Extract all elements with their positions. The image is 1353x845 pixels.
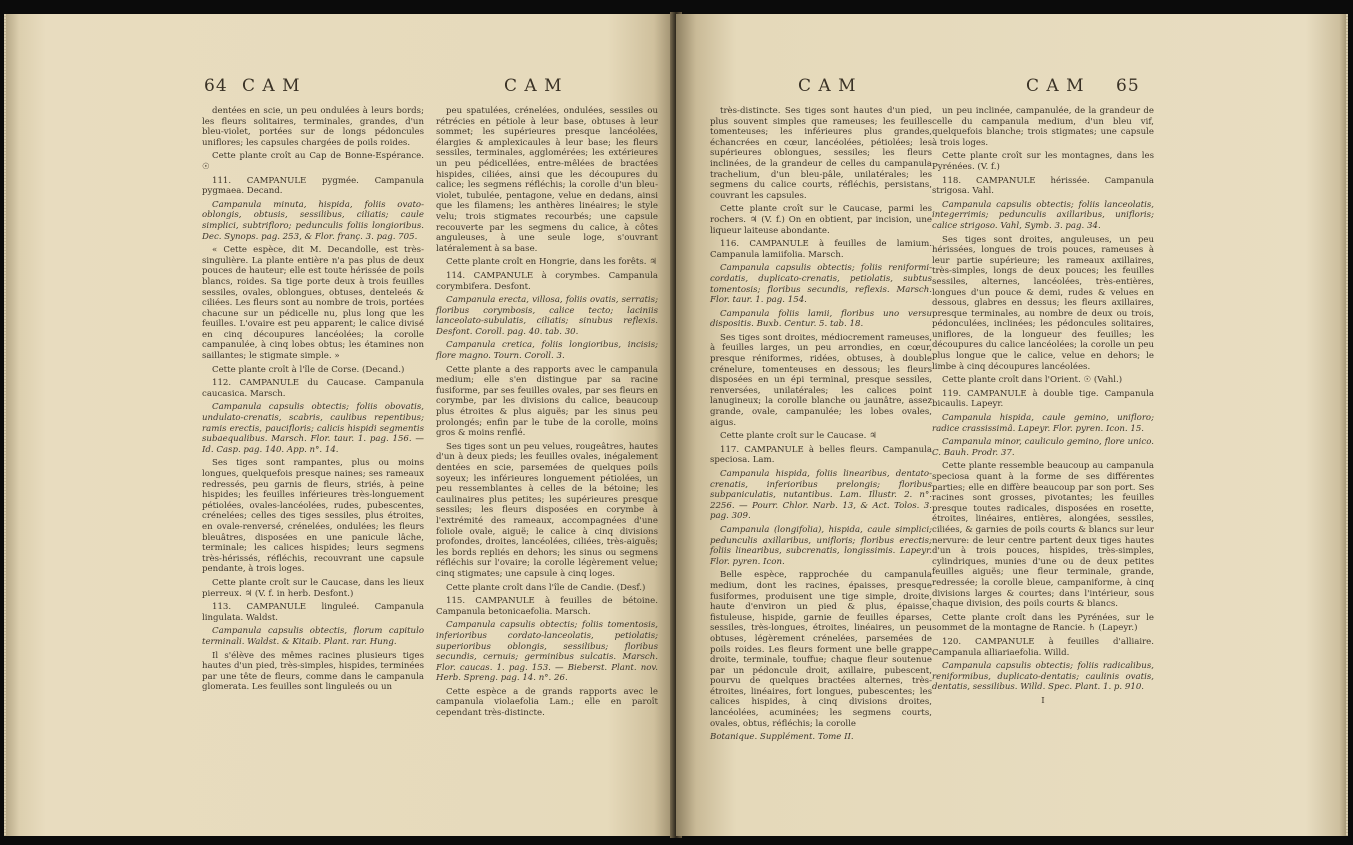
paragraph: Belle espèce, rapprochée du campanula medium, dont les racines, épaisses, presque fusiformes, produisent une tige simple, droite, haute d'environ un pied & plus, épaisse, fistuleuse, hispide, garnie de feuilles éparses, sessiles, très-longues, étroites, linéaires, un peu obtuses, légèrement crénelées, parsemées de poils roides. Les fleurs forment une belle grappe droite, terminale, touffue; chaque fleur soutenue par un pédoncule droit, axillaire, pubescent, pourvu de quelques bractées alternes, très-étroites, linéaires, fort longues, pubescentes; les calices hispides, à cinq divisions droites, lancéolées, acuminées; les segmens courts, ovales, obtus, réfléchis; la corolle bbox=[710, 570, 932, 729]
paragraph: Cette plante croît à l'île de Corse. (Decand.) bbox=[212, 364, 405, 375]
entry-heading: 114. CAMPANULE à corymbes. Campanula corymbifera. Desfont. bbox=[436, 270, 658, 292]
paragraph: Ses tiges sont rampantes, plus ou moins longues, quelquefois presque naines; ses rameaux redressés, peu garnis de fleurs, striés, à peine hispides; les feuilles inférieures très-longuement pétiolées, ovales-lancéolées, rudes, pubescentes, crénelées; celles des tiges sessiles, plus étroites, en ovale-renversé, crénelées, ondulées; les fleurs bleuâtres, disposées en une panicule lâche, terminale; les calices hispides; leurs segmens très-hérissés, réfléchis, recouvrant une capsule pendante, à trois loges. bbox=[202, 458, 424, 575]
left-page-number: 64 bbox=[204, 76, 228, 96]
entry-heading: 112. CAMPANULE du Caucase. Campanula caucasica. Marsch. bbox=[202, 378, 424, 399]
right-page-number: 65 bbox=[1116, 76, 1140, 96]
signature-mark: I bbox=[1041, 695, 1045, 706]
paragraph: peu spatulées, crénelées, ondulées, sessiles ou rétrécies en pétiole à leur base, obtuses à leur sommet; les supérieures presque lancéolées, élargies & amplexicaules à leur base; les fleurs sessiles, terminales, agglomérées; les extérieures un peu pédicellées, entre-mêlées de bractées hispides, ciliées, ainsi que les découpures du calice; les segmens réfléchis; la corolle d'un bleu-violet, tubulée, pentagone, velue en dedans, ainsi que les filamens; les anthères linéaires; le style velu; trois stigmates recourbés; une capsule recouverte par les segmens du calice, à côtes anguleuses, à une seule loge, s'ouvrant latéralement à sa base. bbox=[436, 106, 658, 254]
paragraph: un peu inclinée, campanulée, de la grandeur de celle du campanula medium, d'un bleu vif, quelquefois blanche; trois stigmates; une capsule à trois loges. bbox=[932, 106, 1154, 148]
paragraph: Ses tiges sont droites, anguleuses, un peu hérissées, longues de trois pouces, rameuses à leur partie supérieure; les rameaux axillaires, très-simples, longs de deux pouces; les feuilles sessiles, alternes, lancéolées, très-entières, longues d'un pouce & demi, rudes & velues en dessous, glabres en dessus; les fleurs axillaires, presque terminales, au nombre de deux ou trois, pédonculées, inclinées; les pédoncules solitaires, uniflores, de la longueur des feuilles; les découpures du calice lancéolées; la corolle un peu plus longue que le calice, velue en dehors; le limbe à cinq découpures lancéolées. bbox=[932, 234, 1154, 372]
left-header-right: C A M bbox=[504, 76, 563, 96]
left-page bbox=[6, 14, 674, 836]
paragraph: Cette plante croît en Hongrie, dans les forêts. ♃ bbox=[446, 257, 657, 268]
paragraph: Il s'élève des mêmes racines plusieurs tiges hautes d'un pied, très-simples, hispides, terminées par une tête de fleurs, comme dans le campanula glomerata. Les feuilles sont linguleés ou un bbox=[202, 650, 424, 693]
entry-heading: 115. CAMPANULE à feuilles de bétoine. Campanula betonicaefolia. Marsch. bbox=[436, 596, 658, 617]
latin-diagnosis: Campanula capsulis obtectis; foliis radicalibus, reniformibus, duplicato-dentatis; caulinis ovatis, dentatis, sessilibus. Willd. Spec. Plant. 1. p. 910. bbox=[932, 661, 1154, 693]
entry-heading: 118. CAMPANULE hérissée. Campanula strigosa. Vahl. bbox=[932, 175, 1154, 197]
footer-title: Botanique. Supplément. Tome II. bbox=[710, 732, 854, 743]
right-header-right: C A M bbox=[1026, 76, 1085, 96]
entry-heading: 113. CAMPANULE linguleé. Campanula lingulata. Waldst. bbox=[202, 602, 424, 623]
paragraph: très-distincte. Ses tiges sont hautes d'un pied, plus souvent simples que rameuses; les feuilles tomenteuses; les inférieures plus grandes, échancrées en cœur, lancéolées, pétiolées; les supérieures oblongues, sessiles; les fleurs inclinées, de la grandeur de celles du campanula trachelium, d'un bleu-pâle, unilatérales; les segmens du calice courts, réfléchis, persistans, couvrant les capsules. bbox=[710, 106, 932, 201]
entry-heading: 120. CAMPANULE à feuilles d'alliaire. Campanula alliariaefolia. Willd. bbox=[932, 636, 1154, 658]
paragraph: Cette plante croît sur le Caucase, parmi les rochers. ♃ (V. f.) On en obtient, par incision, une liqueur laiteuse abondante. bbox=[710, 204, 932, 236]
latin-diagnosis: Campanula hispida, foliis linearibus, dentato-crenatis, inferioribus prelongis; floribus subpaniculatis, nutantibus. Lam. Illustr. 2. n°. 2256. — Pourr. Chlor. Narb. 13, & Act. Tolos. 3. pag. 309. bbox=[710, 469, 932, 522]
entry-heading: 119. CAMPANULE à double tige. Campanula bicaulis. Lapeyr. bbox=[932, 388, 1154, 410]
paragraph: Cette plante a des rapports avec le campanula medium; elle s'en distingue par sa racine fusiforme, par ses feuilles ovales, par ses fleurs en corymbe, par les divisions du calice, beaucoup plus étroites & plus aiguës; par les sinus peu prolongés; enfin par le tube de la corolle, moins gros & moins renflé. bbox=[436, 364, 658, 439]
paragraph: Cette plante ressemble beaucoup au campanula speciosa quant à la forme de ses différentes parties; elle en diffère beaucoup par son port. Ses racines sont grosses, pivotantes; les feuilles presque toutes radicales, disposées en rosette, étroites, linéaires, entières, alongées, sessiles, ciliées, & garnies de poils courts & blancs sur leur nervure: de leur centre partent deux tiges hautes d'un à trois pouces, hispides, très-simples, cylindriques, munies d'une ou de deux petites feuilles aiguës; une fleur terminale, grande, redressée; la corolle bleue, campaniforme, à cinq divisions larges & courtes; dans l'intérieur, sous chaque division, des poils courts & blancs. bbox=[932, 461, 1154, 610]
paragraph: Cette plante croît dans l'Orient. ☉ (Vahl.) bbox=[942, 375, 1123, 386]
paragraph: Ses tiges sont droites, médiocrement rameuses, à feuilles larges, un peu arrondies, en cœur, presque réniformes, ridées, obtuses, à double crénelure, tomenteuses en dessous; les fleurs disposées en un épi terminal, presque sessiles, renversées, unilatérales; les calices point lanugineux; la corolle blanche ou jaunâtre, assez grande, ovale, campanulée; les lobes ovales, aigus. bbox=[710, 332, 932, 428]
latin-diagnosis: Campanula capsulis obtectis; foliis lanceolatis, integerrimis; pedunculis axillaribus, unifloris; calice strigoso. Vahl, Symb. 3. pag. 34. bbox=[932, 199, 1154, 231]
right-column-2 bbox=[932, 106, 1154, 706]
paragraph: « Cette espèce, dit M. Decandolle, est très-singulière. La plante entière n'a pas plus de deux pouces de hauteur; elle est toute hérissée de poils blancs, roides. Sa tige porte deux à trois feuilles sessiles, ovales, oblongues, obtuses, denteleés & ciliées. Les fleurs sont au nombre de trois, portées chacune sur un pédicelle nu, plus long que les feuilles. L'ovaire est peu apparent; le calice divisé en cinq découpures lancéolées; la corolle campanulée, à cinq lobes obtus; les étamines non saillantes; le stigmate simple. » bbox=[202, 245, 424, 362]
latin-diagnosis: Campanula capsulis obtectis; foliis tomentosis, inferioribus cordato-lanceolatis, petiolatis; superioribus oblongis, sessilibus; floribus secundis, cernuis; germinibus sulcatis. Marsch. Flor. caucas. 1. pag. 153. — Bieberst. Plant. nov. Herb. Spreng. pag. 14. n°. 26. bbox=[436, 620, 658, 684]
paragraph: Cette plante croît au Cap de Bonne-Espérance. ☉ bbox=[202, 151, 424, 172]
right-header-left: C A M bbox=[798, 76, 857, 96]
latin-diagnosis: Campanula hispida, caule gemino, unifloro; radice crassissimâ. Lapeyr. Flor. pyren. Icon. 15. bbox=[932, 413, 1154, 434]
paragraph: dentées en scie, un peu ondulées à leurs bords; les fleurs solitaires, terminales, grandes, d'un bleu-violet, portées sur de longs pédoncules uniflores; les capsules chargées de poils roides. bbox=[202, 106, 424, 148]
paragraph: Cette plante croît sur le Caucase. ♃ bbox=[720, 431, 877, 442]
latin-diagnosis: Campanula minor, cauliculo gemino, flore unico. C. Bauh. Prodr. 37. bbox=[932, 437, 1154, 458]
paragraph: Cette plante croît sur le Caucase, dans les lieux pierreux. ♃ (V. f. in herb. Desfont.) bbox=[202, 577, 424, 599]
left-header-left: C A M bbox=[242, 76, 301, 96]
latin-diagnosis: Campanula capsulis obtectis; foliis reniformi-cordatis, duplicato-crenatis, petiolatis, subtus tomentosis; floribus secundis, reflexis. Marsch. Flor. taur. 1. pag. 154. bbox=[710, 263, 932, 306]
latin-diagnosis: Campanula minuta, hispida, foliis ovato-oblongis, obtusis, sessilibus, ciliatis; caule simplici, subtrifloro; pedunculis foliis longioribus. Dec. Synops. pag. 253, & Flor. franç. 3. pag. 705. bbox=[202, 199, 424, 242]
entry-heading: 117. CAMPANULE à belles fleurs. Campanula speciosa. Lam. bbox=[710, 444, 932, 466]
right-page bbox=[676, 14, 1346, 836]
latin-diagnosis: Campanula cretica, foliis longioribus, incisis; flore magno. Tourn. Coroll. 3. bbox=[436, 340, 658, 362]
latin-diagnosis: Campanula foliis lamii, floribus uno versu dispositis. Buxb. Centur. 5. tab. 18. bbox=[710, 308, 932, 330]
latin-diagnosis: Campanula capsulis obtectis, florum capitulo terminali. Waldst. & Kitaib. Plant. rar. Hung. bbox=[202, 626, 424, 647]
paragraph: Cette plante croît dans l'île de Candie. (Desf.) bbox=[446, 582, 646, 593]
latin-diagnosis: Campanula capsulis obtectis; foliis obovatis, undulato-crenatis, scabris, caulibus repentibus; ramis erectis, paucifloris; calicis hispidi segmentis subaequalibus. Marsch. Flor. taur. 1. pag. 156. — Id. Casp. pag. 140. App. n°. 14. bbox=[202, 402, 424, 455]
left-column-1 bbox=[202, 106, 424, 696]
book-spread bbox=[6, 2, 1346, 844]
latin-diagnosis: Campanula erecta, villosa, foliis ovatis, serratis; floribus corymbosis, calice tecto; laciniis lanceolato-subulatis, ciliatis; sinubus reflexis. Desfont. Coroll. pag. 40. tab. 30. bbox=[436, 295, 658, 337]
paragraph: Ses tiges sont un peu velues, rougeâtres, hautes d'un à deux pieds; les feuilles ovales, inégalement dentées en scie, parsemées de quelques poils soyeux; les inférieures longuement pétiolées, un peu ressemblantes à celles de la bétoine; les caulinaires plus petites; les supérieures presque sessiles; les fleurs disposées en corymbe à l'extrémité des rameaux, accompagnées d'une foliole ovale, aiguë; le calice à cinq divisions profondes, droites, lancéolées, ciliées, très-aiguës; les bords repliés en dehors; les sinus ou segmens réfléchis sur l'ovaire; la corolle légèrement velue; cinq stigmates; une capsule à cinq loges. bbox=[436, 441, 658, 579]
paragraph: Cette plante croît sur les montagnes, dans les Pyrénées. (V. f.) bbox=[932, 151, 1154, 172]
right-column-1 bbox=[710, 106, 932, 743]
paragraph: Cette espèce a de grands rapports avec le campanula violaefolia Lam.; elle en paroît cependant très-distincte. bbox=[436, 686, 658, 719]
entry-heading: 116. CAMPANULE à feuilles de lamium. Campanula lamiifolia. Marsch. bbox=[710, 239, 932, 260]
left-column-2 bbox=[436, 106, 658, 722]
entry-heading: 111. CAMPANULE pygmée. Campanula pygmaea. Decand. bbox=[202, 175, 424, 197]
paragraph: Cette plante croît dans les Pyrénées, sur le sommet de la montagne de Rancie. ♄ (Lapeyr.) bbox=[932, 612, 1154, 634]
latin-diagnosis: Campanula (longifolia), hispida, caule simplici; pedunculis axillaribus, unifloris; floribus erectis; foliis linearibus, subcrenatis, longissimis. Lapeyr. Flor. pyren. Icon. bbox=[710, 524, 932, 567]
